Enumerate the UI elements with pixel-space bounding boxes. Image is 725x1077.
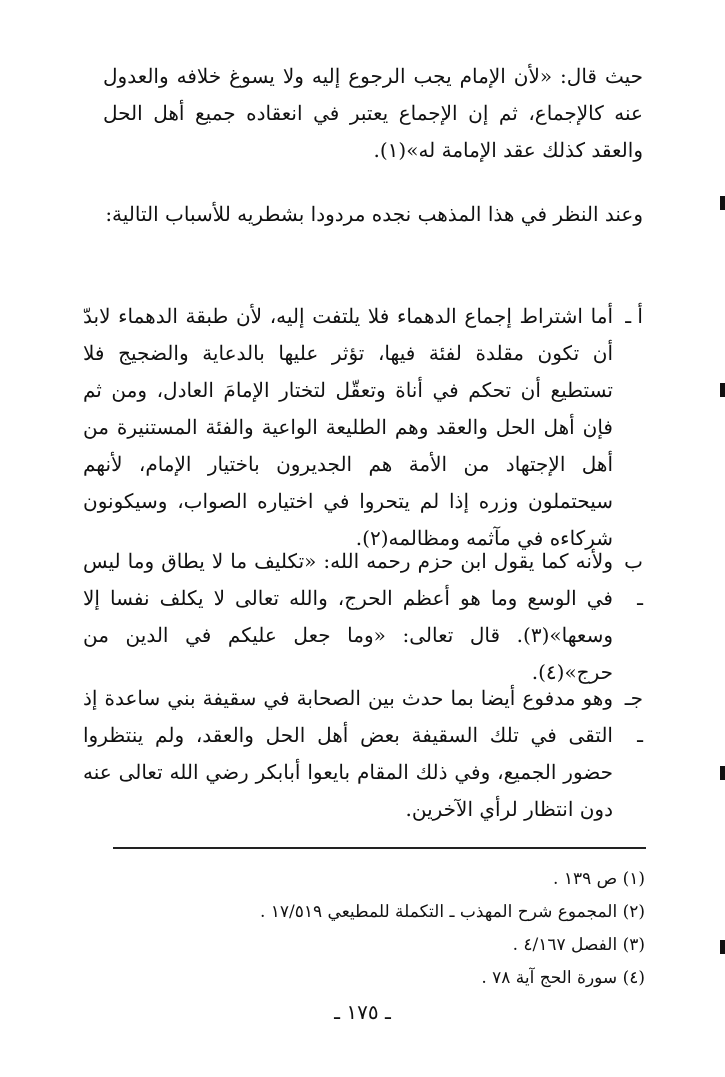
scan-edge-mark <box>720 940 725 954</box>
footnote-4: (٤) سورة الحج آية ٧٨ . <box>481 968 645 988</box>
footnote-2: (٢) المجموع شرح المهذب ـ التكملة للمطيعي ١٧/٥١٩ . <box>259 902 645 922</box>
page-number: ـ ١٧٥ ـ <box>334 1000 391 1024</box>
footnotes <box>105 863 645 995</box>
footnote-3: (٣) الفصل ٤/١٦٧ . <box>512 935 645 955</box>
paragraph-intro: وعند النظر في هذا المذهب نجده مردودا بشطريه للأسباب التالية: <box>105 202 643 226</box>
list-marker: ب ـ <box>624 549 643 610</box>
list-marker: أ ـ <box>625 304 643 328</box>
scan-edge-mark <box>720 196 725 210</box>
list-item-text: وهو مدفوع أيضا بما حدث بين الصحابة في سقيفة بني ساعدة إذ التقى في تلك السقيفة بعض أهل الحل والعقد، ولم ينتظروا حضور الجميع، وفي ذلك المقام بايعوا أبابكر رضي الله تعالى عنه دون انتظار لرأي الآخرين. <box>83 686 613 821</box>
list-item-a <box>83 298 643 557</box>
list-item-b <box>83 543 643 691</box>
scan-edge-mark <box>720 766 725 780</box>
list-marker: جـ ـ <box>624 686 643 747</box>
list-item-c <box>83 680 643 828</box>
footnote-divider <box>113 847 646 849</box>
footnote-1: (١) ص ١٣٩ . <box>553 869 645 889</box>
list-item-text: أما اشتراط إجماع الدهماء فلا يلتفت إليه، لأن طبقة الدهماء لابدّ أن تكون مقلدة لفئة فيها، تؤثر عليها بالدعاية والضجيج فلا تستطيع أن تحكم في أناة وتعقّل لتختار الإمامَ العادل، ومن ثم فإن أهل الحل والعقد وهم الطليعة الواعية والفئة المستنيرة من أهل الإجتهاد من الأمة هم الجديرون باختيار الإمام، لأنهم سيحتملون وزره إذا لم يتحروا في اختياره الصواب، وسيكونون شركاءه في مآثمه ومظالمه(٢). <box>83 304 613 550</box>
paragraph-quote: حيث قال: «لأن الإمام يجب الرجوع إليه ولا يسوغ خلافه والعدول عنه كالإجماع، ثم إن الإجماع يعتبر في انعقاده جميع أهل الحل والعقد كذلك عقد الإمامة له»(١). <box>103 64 643 162</box>
scan-edge-mark <box>720 383 725 397</box>
list-item-text: ولأنه كما يقول ابن حزم رحمه الله: «تكليف ما لا يطاق وما ليس في الوسع وما هو أعظم الحرج، والله تعالى لا يكلف نفسا إلا وسعها»(٣). قال تعالى: «وما جعل عليكم في الدين من حرج»(٤). <box>83 549 613 684</box>
